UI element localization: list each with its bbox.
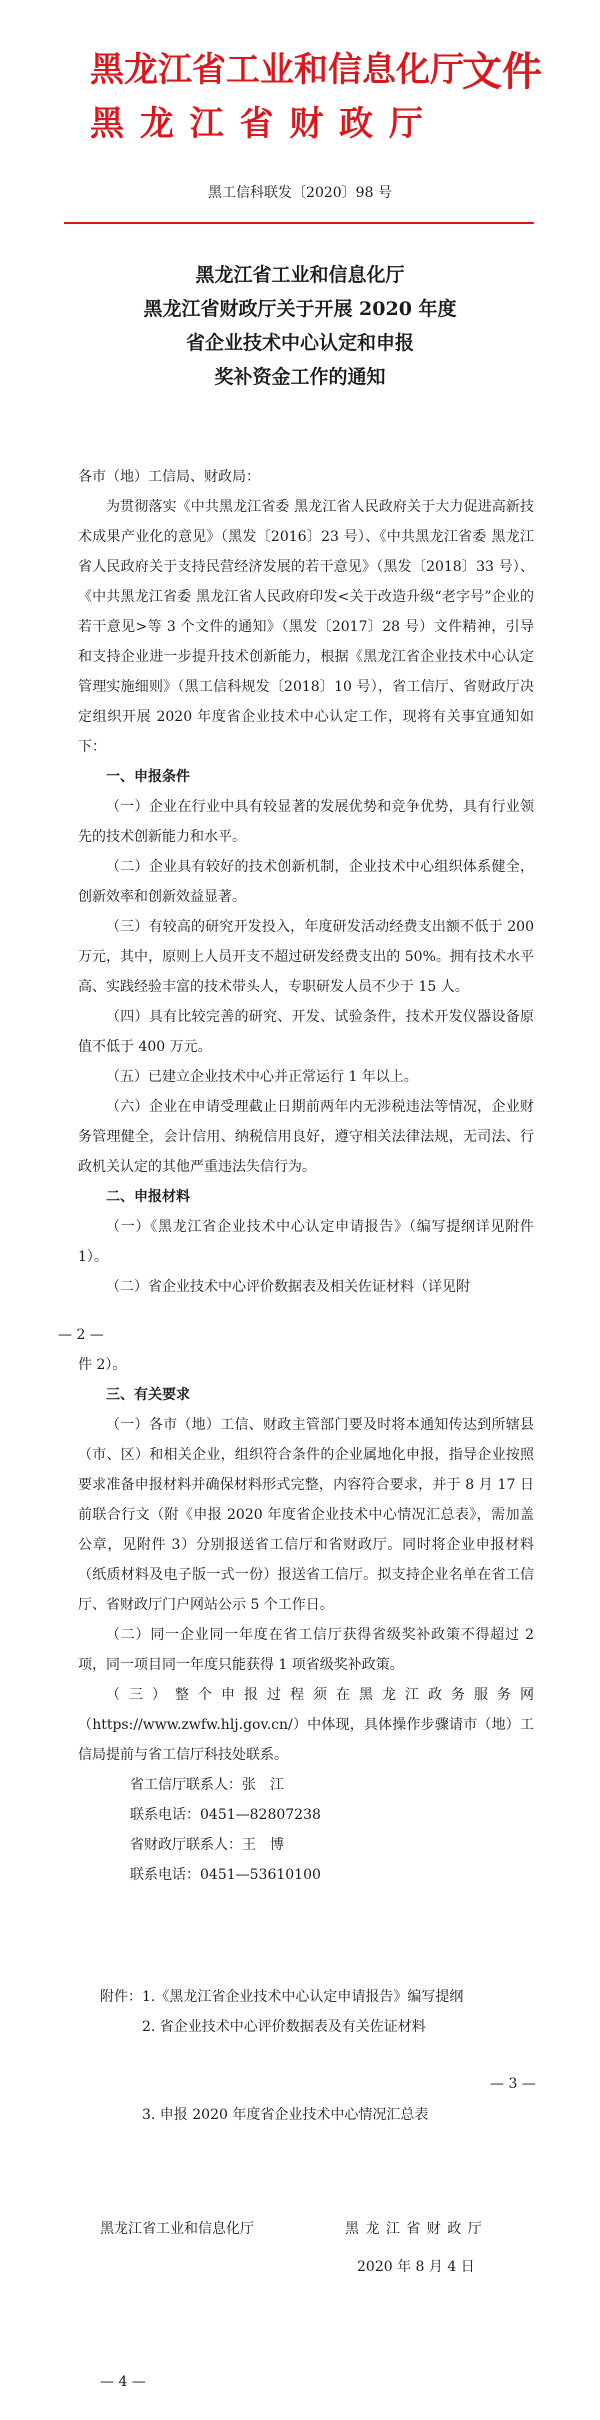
signature-org-2: 黑 龙 江 省 财 政 厅 [345,2221,483,2237]
section-heading-conditions: 一、申报条件 [106,769,190,785]
document-title [0,258,600,394]
header-issuer-1: 黑龙江省工业和信息化厅 [90,50,464,90]
signature-org-1: 黑龙江省工业和信息化厅 [100,2221,254,2237]
condition-item: （四）具有比较完善的研究、开发、试验条件，技术开发仪器设备原值不低于 400 万元。 [78,1009,534,1055]
document-body [58,462,534,1890]
page-number-4: — 4 — [100,2374,146,2390]
attachment-3: 3. 申报 2020 年度省企业技术中心情况汇总表 [142,2107,429,2123]
attachments-prefix: 附件： [100,1989,142,2005]
red-divider [64,222,534,224]
contact-line: 联系电话：0451—82807238 [130,1807,321,1823]
section-heading-requirements: 三、有关要求 [106,1387,190,1403]
section-heading-materials: 二、申报材料 [106,1189,190,1205]
requirement-item: （三）整个申报过程须在黑龙江政务服务网（https://www.zwfw.hlj.gov.cn/）中体现，具体操作步骤请市（地）工信局提前与省工信厅科技处联系。 [78,1687,534,1763]
signature-date: 2020 年 8 月 4 日 [357,2259,475,2275]
attachments-list [100,1982,520,2042]
condition-item: （六）企业在申请受理截止日期前两年内无涉税违法等情况，企业财务管理健全，会计信用、纳税信用良好，遵守相关法律法规，无司法、行政机关认定的其他严重违法失信行为。 [78,1099,534,1175]
title-line-1: 黑龙江省工业和信息化厅 [195,264,405,286]
intro-paragraph: 为贯彻落实《中共黑龙江省委 黑龙江省人民政府关于大力促进高新技术成果产业化的意见》（黑发〔2016〕23 号）、《中共黑龙江省委 黑龙江省人民政府关于支持民营经济发展的若干意见》（黑发〔2018〕33 号）、《中共黑龙江省委 黑龙江省人民政府印发<关于改造升级“老字号”企业的若干意见>等 3 个文件的通知》（黑发〔2017〕28 号）文件精神，引导和支持企业进一步提升技术创新能力，根据《黑龙江省企业技术中心认定管理实施细则》（黑工信科规发〔2018〕10 号），省工信厅、省财政厅决定组织开展 2020 年度省企业技术中心认定工作，现将有关事宜通知如下： [78,499,534,755]
material-item: （二）省企业技术中心评价数据表及相关佐证材料（详见附 [106,1279,470,1295]
material-item: （一）《黑龙江省企业技术中心认定申请报告》（编写提纲详见附件 1）。 [78,1219,534,1265]
salutation: 各市（地）工信局、财政局： [78,469,260,485]
page-number-2: — 2 — [58,1327,104,1343]
material-item-continued: 件 2）。 [78,1357,127,1373]
attachment-2: 2. 省企业技术中心评价数据表及有关佐证材料 [142,2019,426,2035]
contact-line: 省工信厅联系人：张 江 [130,1777,284,1793]
condition-item: （三）有较高的研究开发投入，年度研发活动经费支出额不低于 200 万元，其中，原则上人员开支不超过研发经费支出的 50%。拥有技术水平高、实践经验丰富的技术带头人，专职研发人员不少于 15 人。 [78,919,534,995]
condition-item: （五）已建立企业技术中心并正常运行 1 年以上。 [106,1069,418,1085]
requirement-item: （二）同一企业同一年度在省工信厅获得省级奖补政策不得超过 2 项，同一项目同一年度只能获得 1 项省级奖补政策。 [78,1627,534,1673]
condition-item: （一）企业在行业中具有较显著的发展优势和竞争优势，具有行业领先的技术创新能力和水平。 [78,799,534,845]
title-line-2: 黑龙江省财政厅关于开展 2020 年度 [143,298,457,320]
requirement-item: （一）各市（地）工信、财政主管部门要及时将本通知传达到所辖县（市、区）和相关企业，组织符合条件的企业属地化申报，指导企业按照要求准备申报材料并确保材料形式完整，内容符合要求，并于 8 月 17 日前联合行文（附《申报 2020 年度省企业技术中心情况汇总表》，需加盖公章，见附件 3）分别报送省工信厅和省财政厅。同时将企业申报材料（纸质材料及电子版一式一份）报送省工信厅。拟支持企业名单在省工信厅、省财政厅门户网站公示 5 个工作日。 [78,1417,534,1613]
title-line-4: 奖补资金工作的通知 [214,366,386,388]
document-number: 黑工信科联发〔2020〕98 号 [208,185,392,201]
contact-line: 省财政厅联系人：王 博 [130,1837,284,1853]
condition-item: （二）企业具有较好的技术创新机制，企业技术中心组织体系健全，创新效率和创新效益显著。 [78,859,534,905]
attachment-item [100,1982,520,2012]
attachment-1: 1.《黑龙江省企业技术中心认定申请报告》编写提纲 [142,1989,464,2005]
header-issuer-2: 黑 龙 江 省 财 政 厅 [90,104,426,144]
page-number-3: — 3 — [490,2076,536,2092]
contact-line: 联系电话：0451—53610100 [130,1867,321,1883]
title-line-3: 省企业技术中心认定和申报 [185,332,414,354]
header-document-word: 文件 [462,49,542,95]
